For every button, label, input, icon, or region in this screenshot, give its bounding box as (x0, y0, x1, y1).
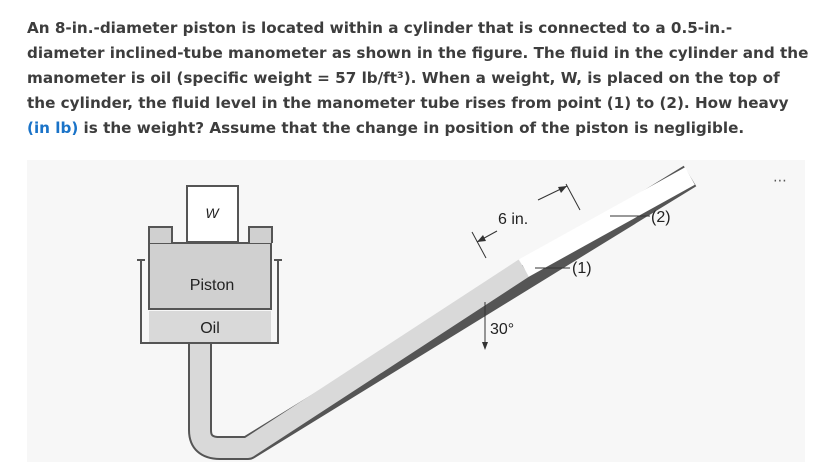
dimension-arrowhead-lower (477, 235, 486, 242)
angle-label: 30° (490, 321, 515, 338)
problem-text-before: An 8-in.-diameter piston is located within a cylinder that is connected to a 0.5-in.-diameter inclined-tube manometer as shown in the figure. The fluid in the cylinder and the manometer is oil (specific weight = 57 lb/ft³). When a weight, W, is placed on the top of the cylinder, the fluid level in the manometer tube rises from point (1) to (2). How heavy (27, 19, 809, 112)
oil-label: Oil (200, 320, 220, 337)
angle-arrow (482, 342, 488, 350)
dimension-arrowhead-upper (558, 186, 567, 193)
piston-body (149, 243, 271, 309)
dimension-tick-upper (566, 184, 580, 210)
more-options-icon[interactable]: ⋯ (773, 173, 787, 189)
weight-label: W (205, 205, 219, 221)
distance-label: 6 in. (498, 211, 529, 228)
dimension-tick-lower (472, 232, 486, 258)
point1-label: (1) (572, 260, 592, 277)
point2-label: (2) (651, 209, 671, 226)
units-highlight: (in lb) (27, 119, 79, 137)
piston-label: Piston (189, 277, 235, 294)
problem-text-after: is the weight? Assume that the change in position of the piston is negligible. (78, 119, 745, 137)
